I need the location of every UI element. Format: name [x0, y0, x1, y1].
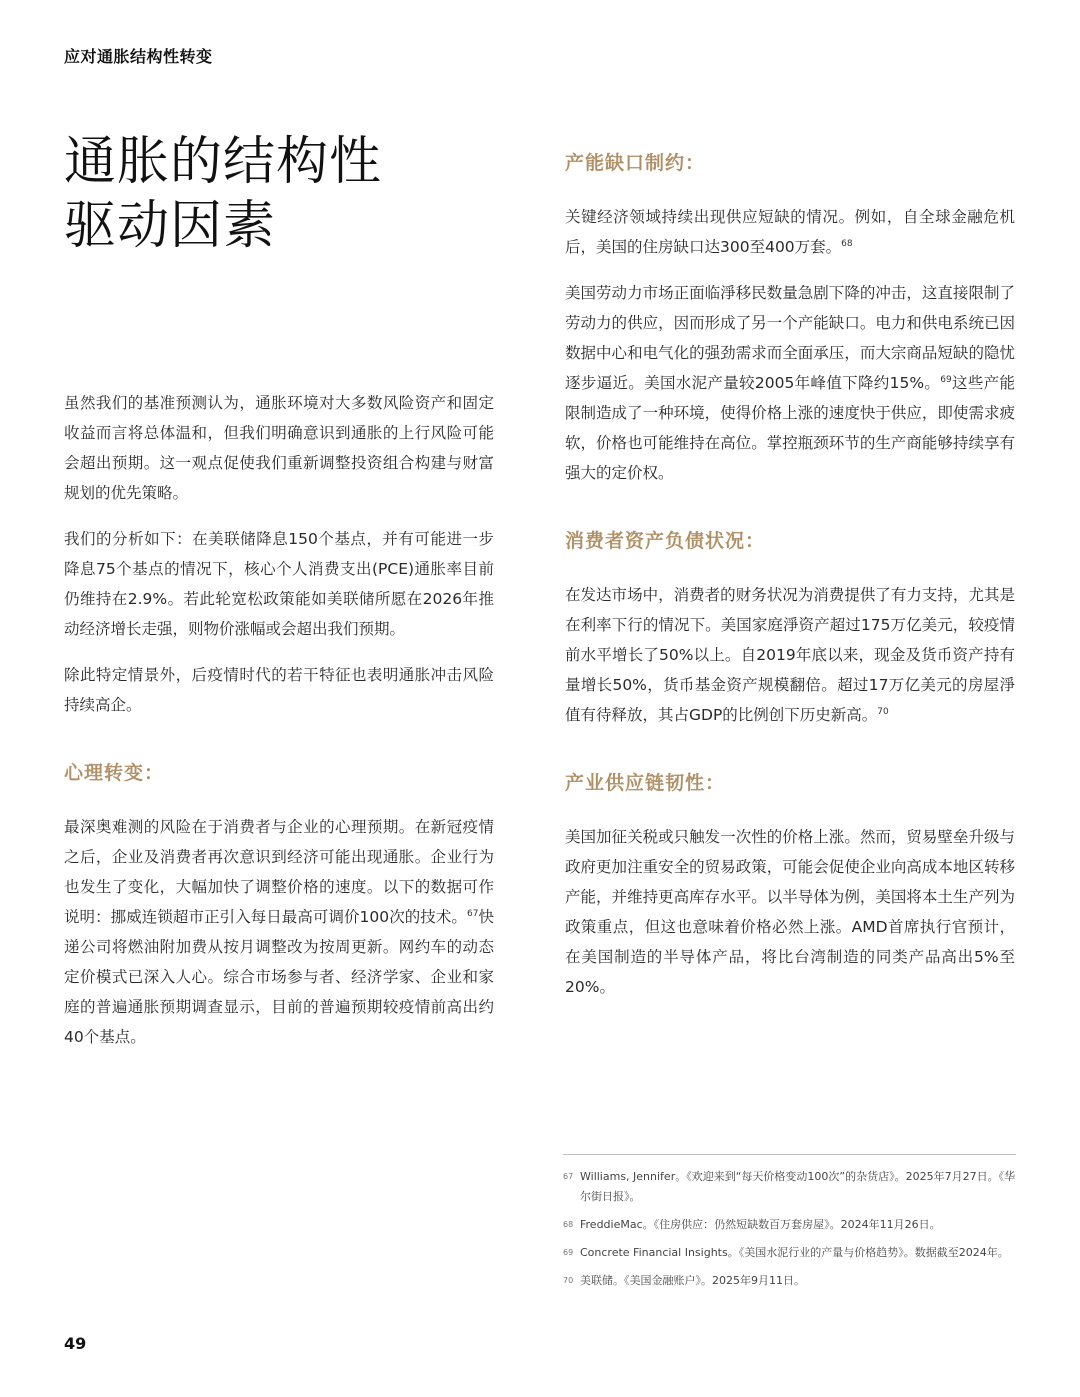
footnote-67: [563, 1167, 1016, 1207]
capacity-p1-text: 关键经济领域持续出现供应短缺的情况。例如，自全球金融危机后，美国的住房缺口达300至400万套。: [565, 208, 1015, 256]
footnote-69: [563, 1243, 1016, 1263]
footnote-number: 70: [563, 1276, 574, 1285]
footnote-ref-70[interactable]: 70: [877, 706, 889, 717]
psychology-paragraph: [64, 812, 494, 1052]
capacity-paragraph-2: [565, 278, 1015, 488]
intro-paragraph-3: 除此特定情景外，后疫情时代的若干特征也表明通胀冲击风险持续高企。: [64, 666, 494, 714]
capacity-paragraph-1: [565, 202, 1015, 262]
intro-paragraph-1: 虽然我们的基准预测认为，通胀环境对大多数风险资产和固定收益而言将总体温和，但我们明确意识到通胀的上行风险可能会超出预期。这一观点促使我们重新调整投资组合构建与财富规划的优先策略。: [64, 394, 494, 502]
footnote-ref-67[interactable]: 67: [466, 908, 479, 919]
footnote-number: 69: [563, 1248, 574, 1257]
footnote-text: Concrete Financial Insights。《美国水泥行业的产量与价格趋势》。数据截至2024年。: [580, 1246, 1009, 1259]
supply-chain-paragraph: 美国加征关税或只触发一次性的价格上涨。然而，贸易壁垒升级与政府更加注重安全的贸易政策，可能会促使企业向高成本地区转移产能，并维持更高库存水平。以半导体为例，美国将本土生产列为政策重点，但这也意味着价格必然上涨。AMD首席执行官预计，在美国制造的半导体产品，将比台湾制造的同类产品高出5%至20%。: [565, 828, 1015, 996]
section-heading-capacity: 产能缺口制约：: [565, 152, 706, 174]
psychology-text-part-1: 最深奥难测的风险在于消费者与企业的心理预期。在新冠疫情之后，企业及消费者再次意识到经济可能出现通胀。企业行为也发生了变化，大幅加快了调整价格的速度。以下的数据可作说明：挪威连锁超市正引入每日最高可调价100次的技术。: [64, 818, 494, 926]
intro-paragraph-2: 我们的分析如下：在美联储降息150个基点，并有可能进一步降息75个基点的情况下，核心个人消费支出(PCE)通胀率目前仍维持在2.9%。若此轮宽松政策能如美联储所愿在2026年推动经济增长走强，则物价涨幅或会超出我们预期。: [64, 530, 494, 638]
footnote-ref-69[interactable]: 69: [940, 374, 952, 385]
section-heading-balance-sheet: 消费者资产负债状况：: [565, 530, 766, 552]
section-heading-supply-chain: 产业供应链韧性：: [565, 772, 726, 794]
footnote-number: 67: [563, 1172, 574, 1181]
capacity-p2-text-part-1: 美国劳动力市场正面临淨移民数量急剧下降的冲击，这直接限制了劳动力的供应，因而形成了另一个产能缺口。电力和供电系统已因数据中心和电气化的强劲需求而全面承压，而大宗商品短缺的隐忧逐步逼近。美国水泥产量较2005年峰值下降约15%。: [565, 284, 1015, 392]
section-heading-psychology: 心理转变：: [64, 762, 165, 784]
footnote-text: FreddieMac。《住房供应：仍然短缺数百万套房屋》。2024年11月26日。: [580, 1218, 941, 1231]
footnote-70: [563, 1271, 1016, 1291]
balance-sheet-paragraph: [565, 580, 1015, 730]
footnote-number: 68: [563, 1220, 574, 1229]
footnotes: [563, 1154, 1016, 1299]
psychology-text-part-2: 快递公司将燃油附加费从按月调整改为按周更新。网约车的动态定价模式已深入人心。综合市场参与者、经济学家、企业和家庭的普遍通胀预期调查显示，目前的普遍预期较疫情前高出约40个基点。: [64, 908, 494, 1046]
footnote-68: [563, 1215, 1016, 1235]
capacity-p2-text-part-2: 这些产能限制造成了一种环境，使得价格上涨的速度快于供应，即使需求疲软，价格也可能维持在高位。掌控瓶颈环节的生产商能够持续享有强大的定价权。: [565, 374, 1015, 482]
running-title: 应对通胀结构性转变: [64, 47, 213, 66]
page-number: 49: [64, 1334, 87, 1353]
balance-sheet-text: 在发达市场中，消费者的财务状况为消费提供了有力支持，尤其是在利率下行的情况下。美国家庭淨资产超过175万亿美元，较疫情前水平增长了50%以上。自2019年底以来，现金及货币资产持有量增长50%，货币基金资产规模翻倍。超过17万亿美元的房屋淨值有待释放，其占GDP的比例创下历史新高。: [565, 586, 1015, 724]
page-title-line-2: 驱动因素: [64, 196, 277, 256]
footnote-text: 美联储。《美国金融账户》。2025年9月11日。: [580, 1274, 805, 1287]
page-title: [64, 130, 494, 258]
left-column: [64, 130, 494, 1052]
right-column: [565, 148, 1015, 1002]
page-title-line-1: 通胀的结构性: [64, 132, 383, 192]
footnote-ref-68[interactable]: 68: [841, 238, 853, 249]
footnote-text: Williams, Jennifer。《欢迎来到“每天价格变动100次”的杂货店》。2025年7月27日。《华尔街日报》。: [580, 1170, 1016, 1203]
